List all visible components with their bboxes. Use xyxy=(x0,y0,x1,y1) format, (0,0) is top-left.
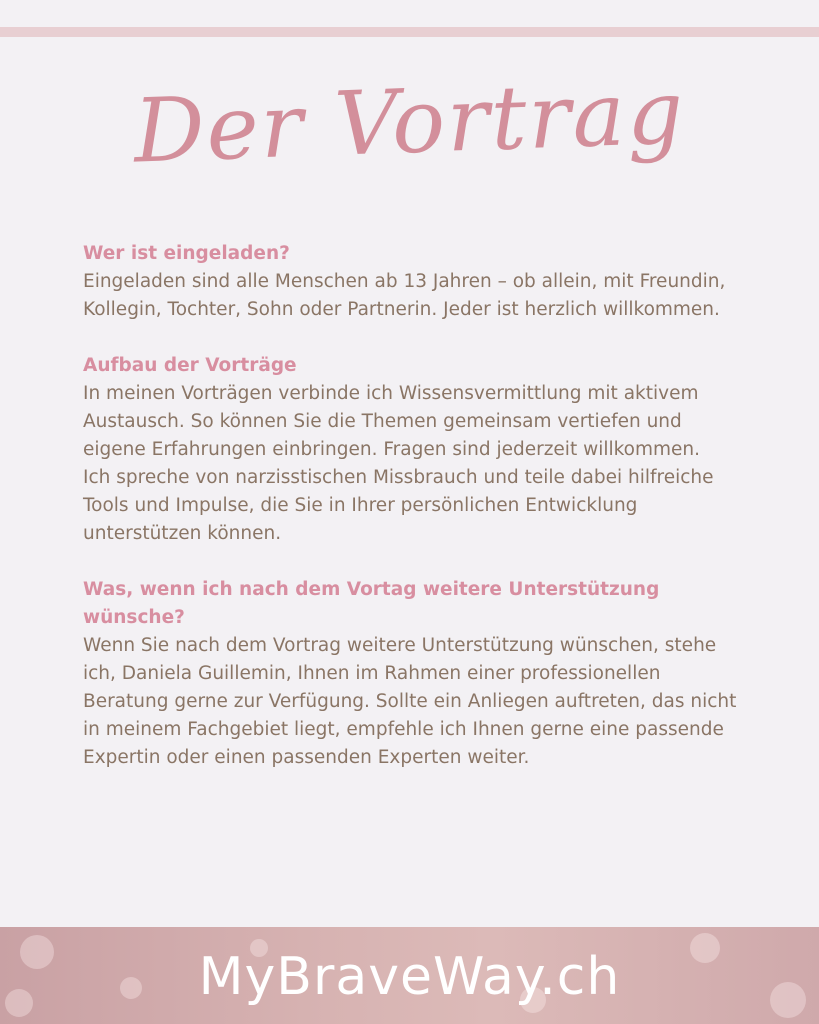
section-paragraph: In meinen Vorträgen verbinde ich Wissensvermittlung mit aktivem Austausch. So können Sie die Themen gemeinsam vertiefen und eigene Erfahrungen einbringen. Fragen sind jederzeit willkommen. xyxy=(83,383,701,460)
section-paragraph: Wenn Sie nach dem Vortrag weitere Unterstützung wünschen, stehe ich, Daniela Guillemin, Ihnen im Rahmen einer professionellen Beratung gerne zur Verfügung. Sollte ein Anliegen auftreten, das nicht in meinem Fachgebiet liegt, empfehle ich Ihnen gerne eine passende Expertin oder einen passenden Experten weiter. xyxy=(83,635,737,768)
section-heading: Aufbau der Vorträge xyxy=(83,355,297,376)
footer-banner xyxy=(0,927,819,1024)
section-support xyxy=(83,576,748,772)
top-stripe xyxy=(0,27,819,37)
section-paragraph: Ich spreche von narzisstischen Missbrauch und teile dabei hilfreiche Tools und Impulse, die Sie in Ihrer persönlichen Entwicklung unterstützen können. xyxy=(83,467,714,544)
content xyxy=(83,240,748,800)
top-bar xyxy=(0,0,819,28)
page-title: Der Vortrag xyxy=(132,60,687,183)
section-invited xyxy=(83,240,748,324)
footer-brand: MyBraveWay.ch xyxy=(198,947,621,1007)
section-heading: Was, wenn ich nach dem Vortag weitere Unterstützung wünsche? xyxy=(83,579,660,628)
section-heading: Wer ist eingeladen? xyxy=(83,243,290,264)
section-paragraph: Eingeladen sind alle Menschen ab 13 Jahren – ob allein, mit Freundin, Kollegin, Tochter, Sohn oder Partnerin. Jeder ist herzlich willkommen. xyxy=(83,271,726,320)
section-structure xyxy=(83,352,748,548)
